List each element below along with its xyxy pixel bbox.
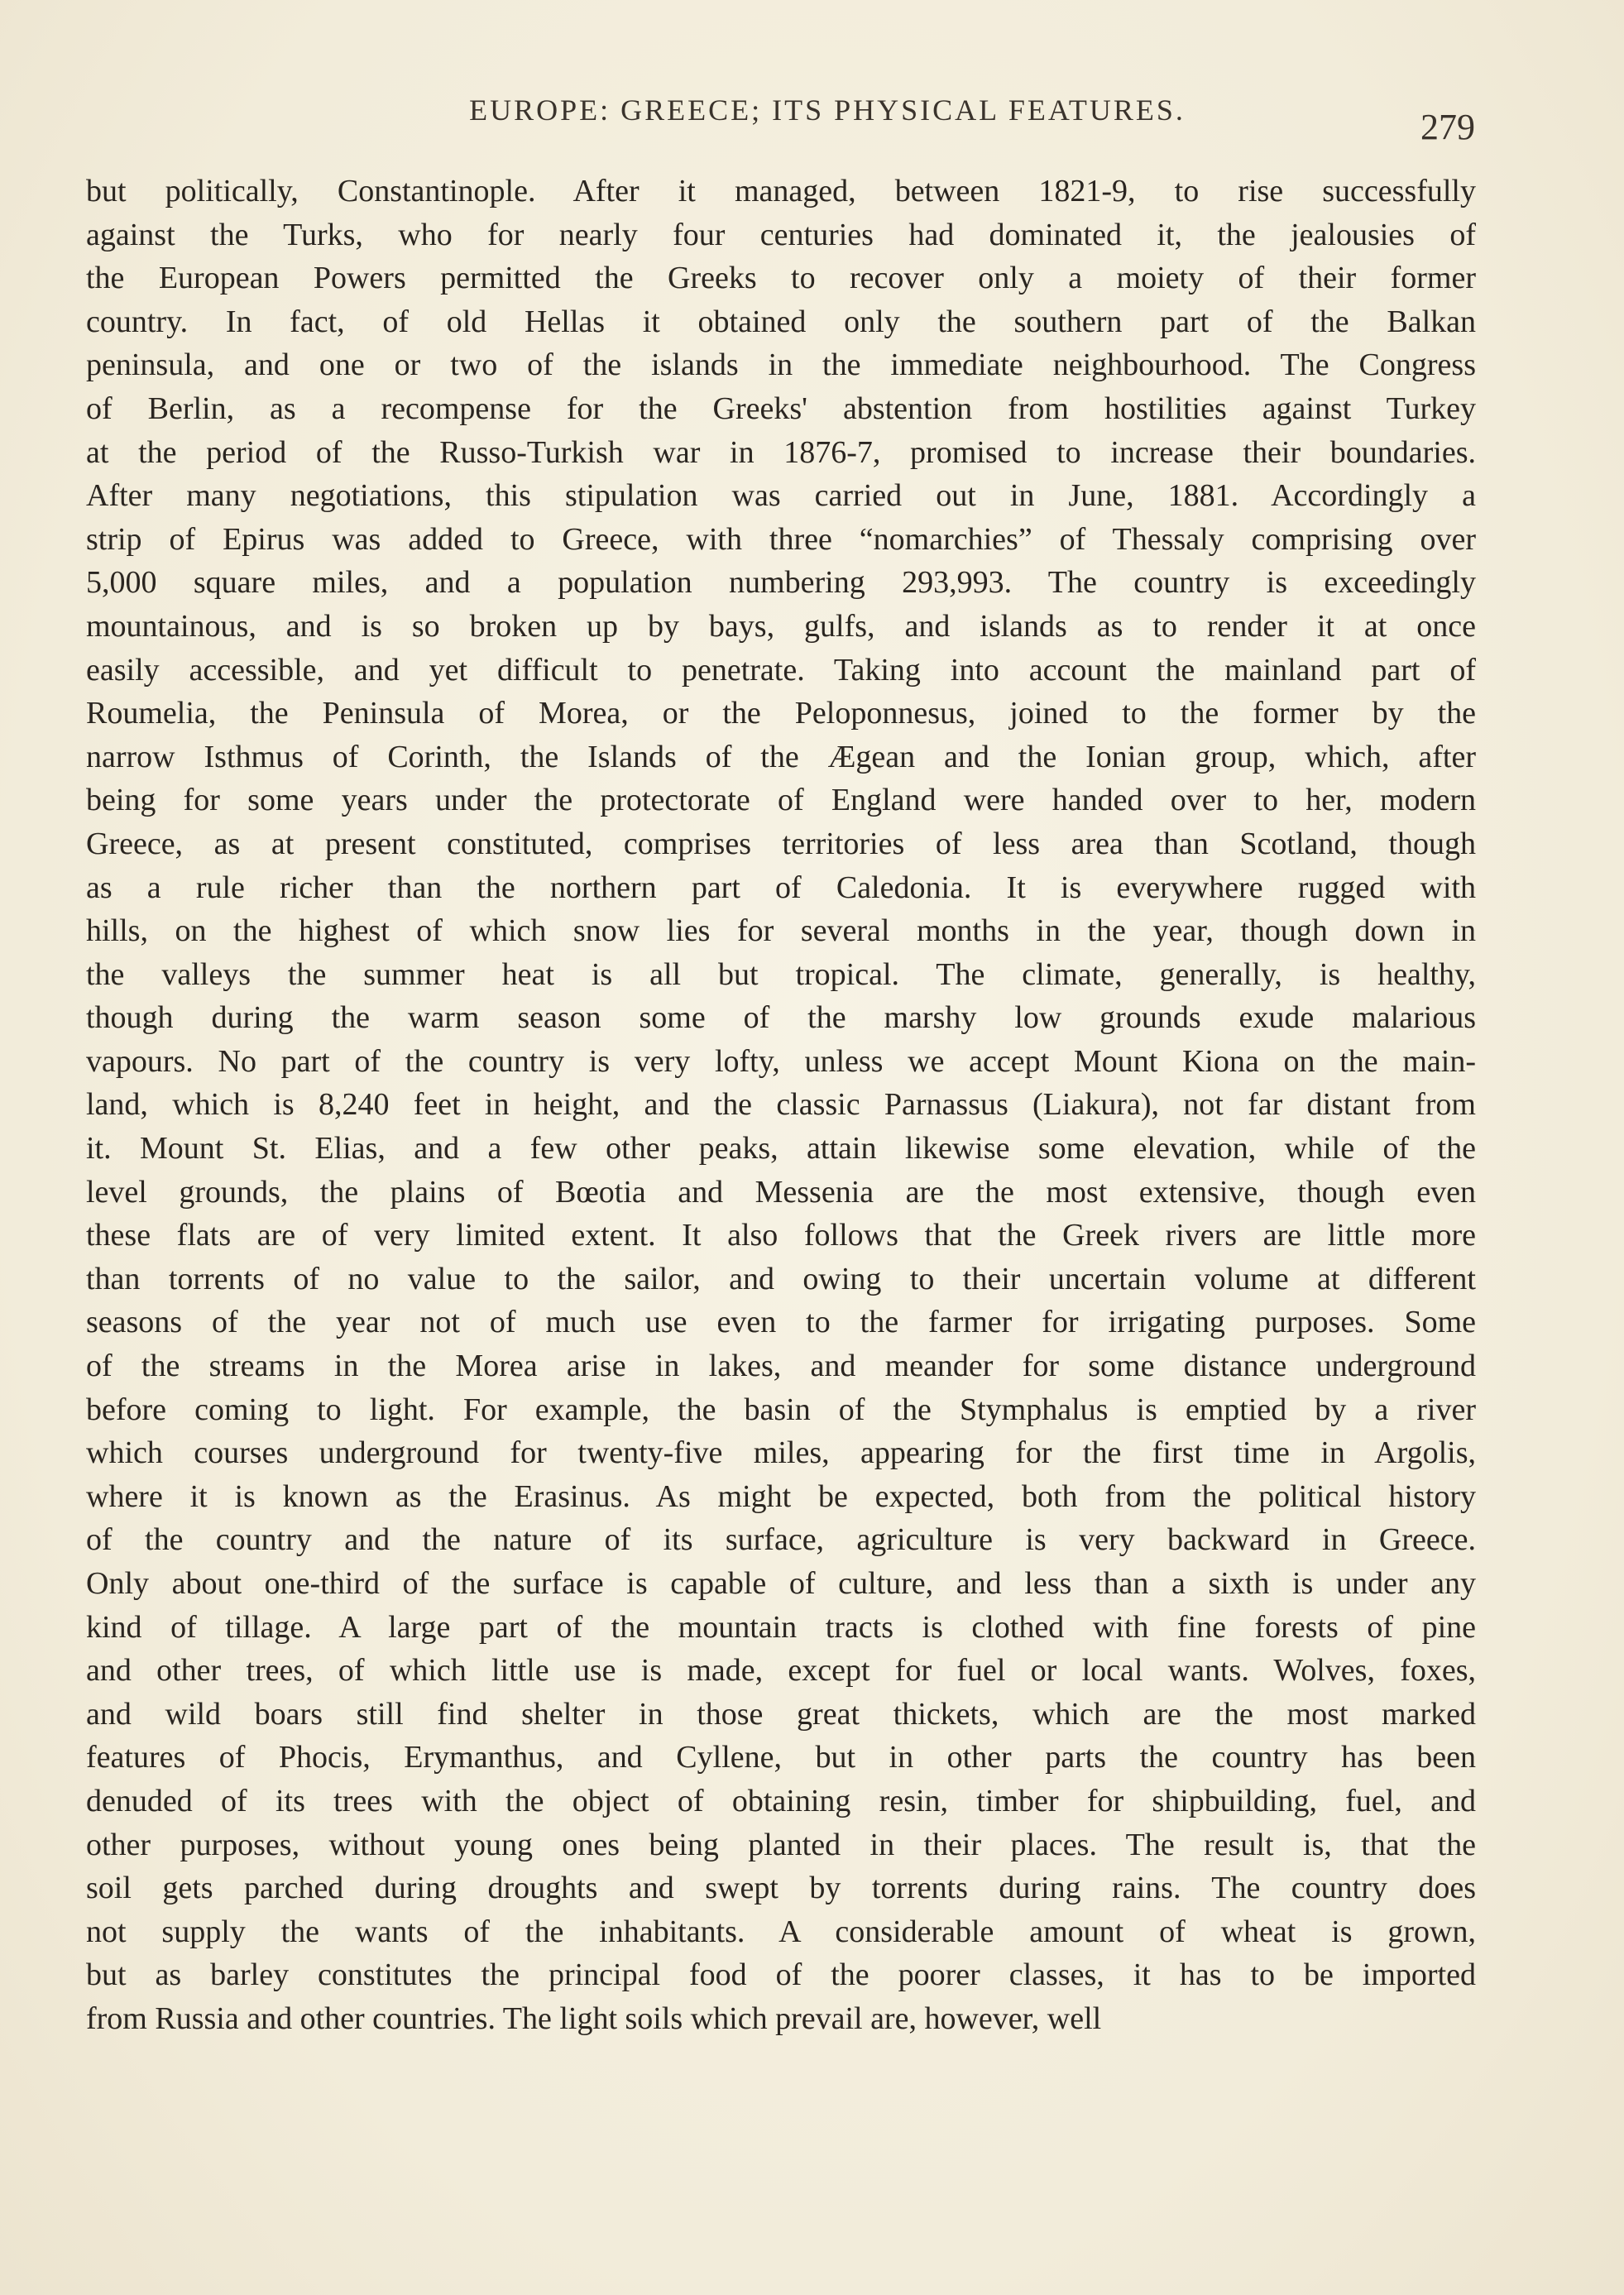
text-line: kind of tillage. A large part of the mountain tracts is clothed with fine forests of pine — [86, 1609, 1476, 1645]
text-line: hills, on the highest of which snow lies for several months in the year, though down in — [86, 913, 1476, 949]
text-line: not supply the wants of the inhabitants. A considerable amount of wheat is grown, — [86, 1914, 1476, 1949]
text-line: against the Turks, who for nearly four centuries had dominated it, the jealousies of — [86, 217, 1476, 252]
text-line: easily accessible, and yet difficult to penetrate. Taking into account the mainland part of — [86, 652, 1476, 688]
text-line: mountainous, and is so broken up by bays, gulfs, and islands as to render it at once — [86, 608, 1476, 644]
text-line: at the period of the Russo-Turkish war in 1876-7, promised to increase their boundaries. — [86, 434, 1476, 470]
text-line: seasons of the year not of much use even to the farmer for irrigating purposes. Some — [86, 1305, 1476, 1340]
text-line: denuded of its trees with the object of obtaining resin, timber for shipbuilding, fuel, and — [86, 1783, 1476, 1818]
text-line: being for some years under the protectorate of England were handed over to her, modern — [86, 783, 1476, 818]
body-text — [86, 170, 1476, 2041]
text-line: of Berlin, as a recompense for the Greeks' abstention from hostilities against Turkey — [86, 390, 1476, 426]
text-line: country. In fact, of old Hellas it obtained only the southern part of the Balkan — [86, 304, 1476, 339]
text-line: and other trees, of which little use is made, except for fuel or local wants. Wolves, foxes, — [86, 1653, 1476, 1689]
text-line: where it is known as the Erasinus. As might be expected, both from the political history — [86, 1478, 1476, 1514]
text-line: strip of Epirus was added to Greece, with three “nomarchies” of Thessaly comprising over — [86, 521, 1476, 557]
text-line: narrow Isthmus of Corinth, the Islands of the Ægean and the Ionian group, which, after — [86, 739, 1476, 774]
text-line: but as barley constitutes the principal food of the poorer classes, it has to be imported — [86, 1957, 1476, 1993]
text-line: level grounds, the plains of Bœotia and Messenia are the most extensive, though even — [86, 1174, 1476, 1210]
text-line: and wild boars still find shelter in those great thickets, which are the most marked — [86, 1696, 1476, 1732]
text-line: soil gets parched during droughts and swept by torrents during rains. The country does — [86, 1871, 1476, 1906]
text-line: features of Phocis, Erymanthus, and Cyllene, but in other parts the country has been — [86, 1740, 1476, 1775]
text-line: of the country and the nature of its surface, agriculture is very backward in Greece. — [86, 1522, 1476, 1558]
text-line: but politically, Constantinople. After it managed, between 1821-9, to rise successfully — [86, 174, 1476, 208]
text-line: Only about one-third of the surface is capable of culture, and less than a sixth is under any — [86, 1566, 1476, 1601]
text-line: Greece, as at present constituted, comprises territories of less area than Scotland, though — [86, 826, 1476, 861]
text-line: the European Powers permitted the Greeks to recover only a moiety of their former — [86, 261, 1476, 296]
text-line: it. Mount St. Elias, and a few other peaks, attain likewise some elevation, while of the — [86, 1131, 1476, 1167]
text-line: other purposes, without young ones being planted in their places. The result is, that the — [86, 1827, 1476, 1862]
text-line: as a rule richer than the northern part of Caledonia. It is everywhere rugged with — [86, 870, 1476, 905]
text-line: though during the warm season some of the marshy low grounds exude malarious — [86, 1000, 1476, 1036]
text-line: of the streams in the Morea arise in lakes, and meander for some distance underground — [86, 1349, 1476, 1384]
text-line: before coming to light. For example, the basin of the Stymphalus is emptied by a river — [86, 1392, 1476, 1427]
text-line: Roumelia, the Peninsula of Morea, or the Peloponnesus, joined to the former by the — [86, 696, 1476, 731]
text-line: these flats are of very limited extent. It also follows that the Greek rivers are little more — [86, 1218, 1476, 1253]
text-line: 5,000 square miles, and a population numbering 293,993. The country is exceedingly — [86, 565, 1476, 601]
text-line: from Russia and other countries. The light soils which prevail are, however, well — [86, 2000, 1102, 2036]
text-line: After many negotiations, this stipulation was carried out in June, 1881. Accordingly a — [86, 478, 1476, 514]
page-number: 279 — [1420, 107, 1475, 147]
text-line: which courses underground for twenty-five miles, appearing for the first time in Argolis, — [86, 1435, 1476, 1471]
text-line: than torrents of no value to the sailor, and owing to their uncertain volume at different — [86, 1261, 1476, 1296]
text-line: peninsula, and one or two of the islands in the immediate neighbourhood. The Congress — [86, 347, 1476, 383]
text-line: land, which is 8,240 feet in height, and the classic Parnassus (Liakura), not far distant from — [86, 1087, 1476, 1123]
text-line: the valleys the summer heat is all but tropical. The climate, generally, is healthy, — [86, 956, 1476, 992]
running-title: EUROPE: GREECE; ITS PHYSICAL FEATURES. — [469, 93, 1186, 127]
text-line: vapours. No part of the country is very lofty, unless we accept Mount Kiona on the main- — [86, 1043, 1476, 1079]
